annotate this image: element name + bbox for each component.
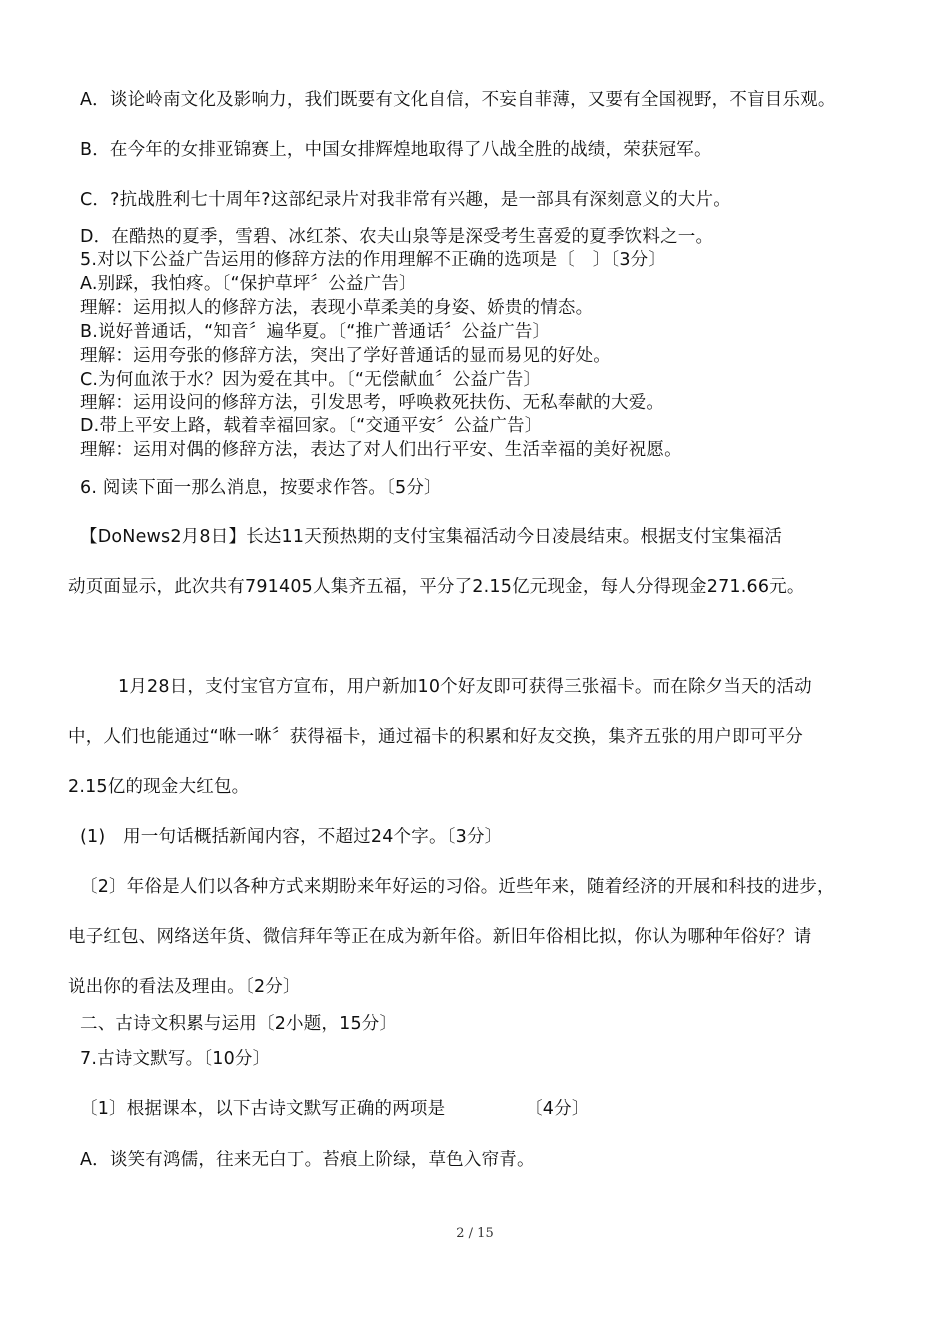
q5-option-d-explanation: 理解：运用对偶的修辞方法，表达了对人们出行平安、生活幸福的美好祝愿。 — [80, 440, 682, 460]
q7-option-a: A．谈笑有鸿儒，往来无白丁。苔痕上阶绿，草色入帘青。 — [80, 1150, 535, 1170]
q6-subquestion-2-line-1: 〔2〕年俗是人们以各种方式来期盼来年好运的习俗。近些年来，随着经济的开展和科技的进步， — [80, 877, 835, 897]
q6-stem: 6. 阅读下面一那么消息，按要求作答。〔5分〕 — [80, 478, 442, 498]
q4-option-c: C．?抗战胜利七十周年?这部纪录片对我非常有兴趣，是一部具有深刻意义的大片。 — [80, 190, 731, 210]
news-paragraph-2-line-3: 2.15亿的现金大红包。 — [68, 777, 250, 797]
q5-option-a: A.别踩，我怕疼。〔“保护草坪〞公益广告〕 — [80, 274, 417, 294]
q4-option-a: A．谈论岭南文化及影响力，我们既要有文化自信，不妄自菲薄，又要有全国视野，不盲目乐观。 — [80, 90, 836, 110]
q5-option-c: C.为何血浓于水？因为爱在其中。〔“无偿献血〞公益广告〕 — [80, 370, 542, 390]
q5-option-c-explanation: 理解：运用设问的修辞方法，引发思考，呼唤救死扶伤、无私奉献的大爱。 — [80, 393, 665, 413]
q4-option-b: B．在今年的女排亚锦赛上，中国女排辉煌地取得了八战全胜的战绩，荣获冠军。 — [80, 140, 712, 160]
q7-stem: 7.古诗文默写。〔10分〕 — [80, 1049, 271, 1069]
news-paragraph-2-line-1: 1月28日，支付宝官方宣布，用户新加10个好友即可获得三张福卡。而在除夕当天的活动 — [118, 677, 812, 697]
section-2-heading: 二、古诗文积累与运用〔2小题，15分〕 — [80, 1014, 398, 1034]
q4-option-d: D．在酷热的夏季，雪碧、冰红茶、农夫山泉等是深受考生喜爱的夏季饮料之一。 — [80, 227, 714, 247]
q5-option-b: B.说好普通话，“知音〞遍华夏。〔“推广普通话〞公益广告〕 — [80, 322, 551, 342]
news-paragraph-1-line-1: 【DoNews2月8日】长达11天预热期的支付宝集福活动今日凌晨结束。根据支付宝集福活 — [80, 527, 783, 547]
q5-option-a-explanation: 理解：运用拟人的修辞方法，表现小草柔美的身姿、娇贵的情态。 — [80, 298, 594, 318]
q6-subquestion-2-line-3: 说出你的看法及理由。〔2分〕 — [68, 977, 301, 997]
q6-subquestion-1: (1) 用一句话概括新闻内容，不超过24个字。〔3分〕 — [80, 827, 503, 847]
news-paragraph-2-line-2: 中，人们也能通过“咻一咻〞获得福卡，通过福卡的积累和好友交换，集齐五张的用户即可平分 — [68, 727, 803, 747]
page-number: 2 / 15 — [456, 1226, 494, 1241]
news-paragraph-1-line-2: 动页面显示，此次共有791405人集齐五福，平分了2.15亿元现金，每人分得现金271.66元。 — [68, 577, 805, 597]
q5-stem: 5.对以下公益广告运用的修辞方法的作用理解不正确的选项是〔 〕〔3分〕 — [80, 250, 667, 270]
q5-option-d: D.带上平安上路，载着幸福回家。〔“交通平安〞公益广告〕 — [80, 416, 543, 436]
q7-subquestion-1: 〔1〕根据课本，以下古诗文默写正确的两项是 〔4分〕 — [80, 1099, 590, 1119]
q5-option-b-explanation: 理解：运用夸张的修辞方法，突出了学好普通话的显而易见的好处。 — [80, 346, 611, 366]
q6-subquestion-2-line-2: 电子红包、网络送年货、微信拜年等正在成为新年俗。新旧年俗相比拟，你认为哪种年俗好？请 — [68, 927, 812, 947]
